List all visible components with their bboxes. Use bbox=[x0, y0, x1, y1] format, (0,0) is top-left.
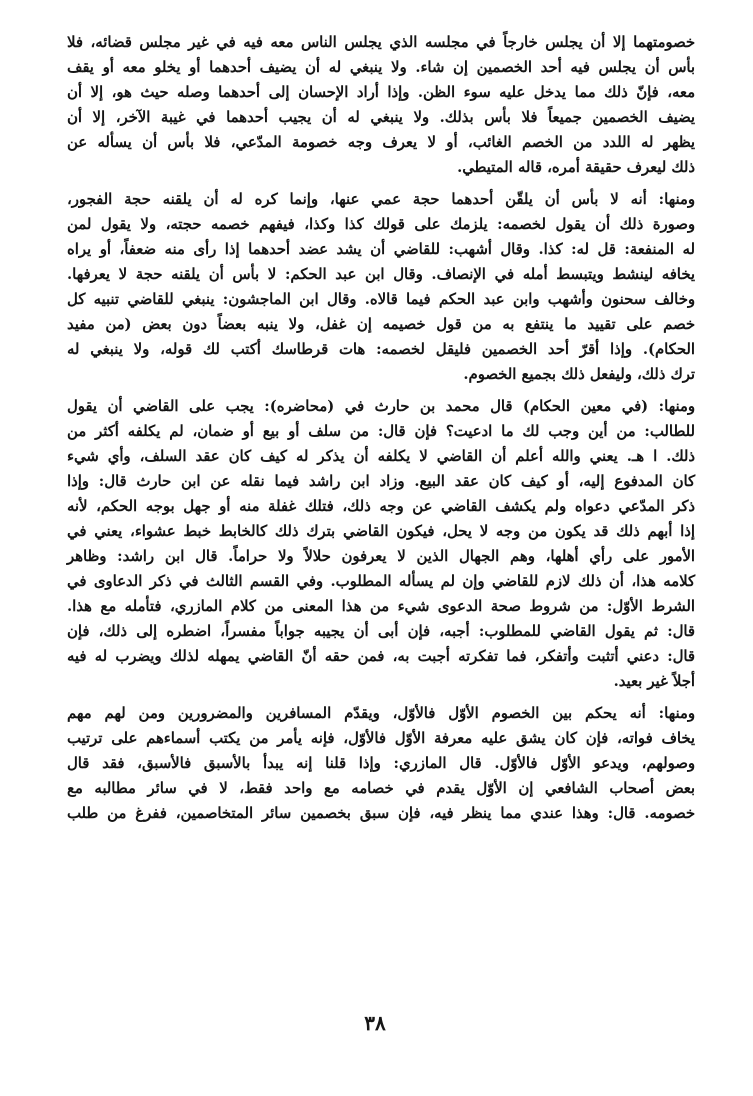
text-line: يخافه لينشط ويتبسط أمله في الإنصاف. وقال ابن عبد الحكم: لا بأس أن يلقنه حجة لا يعرفها. bbox=[67, 266, 695, 283]
text-line: ذلك. ا هـ. يعني والله أعلم أن القاضي لا يكلفه أن يذكر له كيف كان عقد السلف، وأي شيء bbox=[67, 448, 695, 465]
text-line: ذكر المدّعي دعواه ولم يكشف القاضي عن وجه ذلك، فتلك غفلة منه أو جهل بوجه الحكم، لأنه bbox=[67, 498, 695, 515]
text-line: كلامه هذا، أن ذلك لازم للقاضي وإن لم يسأله المطلوب. وفي القسم الثالث في ذكر الدعاوى في bbox=[67, 573, 695, 590]
text-line: خصومتهما إلا أن يجلس خارجاً في مجلسه الذي يجلس الناس معه فيه في غير مجلس قضائه، فلا bbox=[67, 34, 695, 51]
text-line: بأس أن يجلس فيه أحد الخصمين إن شاء. ولا ينبغي له أن يضيف أحدهما أو يخلو معه أو يقف bbox=[67, 59, 695, 76]
text-line: ومنها: أنه يحكم بين الخصوم الأوّل فالأوّل، ويقدّم المسافرين والمضرورين ومن لهم مهم bbox=[67, 705, 695, 722]
text-line: معه، فإنّ ذلك مما يدخل عليه سوء الظن. وإذا أراد الإحسان إلى أحدهما وصله حيث هو، إلا أن bbox=[67, 84, 695, 101]
text-line: خصومه. قال: وهذا عندي مما ينظر فيه، فإن سبق بخصمين سائر المتخاصمين، ففرغ من طلب bbox=[67, 805, 695, 822]
text-line: ومنها: (في معين الحكام) قال محمد بن حارث في (محاضره): يجب على القاضي أن يقول bbox=[67, 398, 695, 415]
text-line: يضيف الخصمين جميعاً فلا بأس بذلك. ولا ينبغي له أن يجيب أحدهما في غيبة الآخر، إلا أن bbox=[67, 109, 695, 126]
text-line: بعض أصحاب الشافعي إن الأوّل يقدم في خصامه مع واحد فقط، لا في سائر مطالبه مع bbox=[67, 780, 695, 797]
text-line: ومنها: أنه لا بأس أن يلقّن أحدهما حجة عمي عنها، وإنما كره له أن يلقنه حجة الفجور، bbox=[67, 191, 695, 208]
text-line: يخاف فواته، فإن كان يشق عليه معرفة الأوّل فالأوّل، فإنه يأمر من يكتب أسماءهم على ترتيب bbox=[67, 730, 695, 747]
text-line: يظهر له اللدد من الخصم الغائب، أو لا يعرف وجه خصومة المدّعي، فلا بأس أن يسأله عن bbox=[67, 134, 695, 151]
text-line: للطالب: من أين وجب لك ما ادعيت؟ فإن قال: من سلف أو بيع أو ضمان، لم يكلفه أكثر من bbox=[67, 423, 695, 440]
text-line: ذلك ليعرف حقيقة أمره، قاله المتيطي. bbox=[457, 159, 695, 176]
text-line: الأمور على رأي أهلها، وهم الجهال الذين لا يعرفون حلالاً ولا حراماً. قال ابن راشد: وظاهر bbox=[67, 548, 695, 565]
text-line: أجلاً غير بعيد. bbox=[613, 673, 695, 690]
text-line: الشرط الأوّل: من شروط صحة الدعوى شيء من هذا المعنى من كلام المازري، فتأمله مع هذا. bbox=[67, 598, 695, 615]
page-number: ٣٨ bbox=[364, 1011, 386, 1035]
text-line: الحكام). وإذا أقرّ أحد الخصمين فليقل لخصمه: هات قرطاسك أكتب لك قوله، ولا ينبغي له bbox=[67, 341, 695, 358]
text-line: ترك ذلك، وليفعل ذلك بجميع الخصوم. bbox=[463, 366, 695, 383]
text-line: وصورة ذلك أن يقول لخصمه: يلزمك على قولك كذا وكذا، فيفهم خصمه حجته، ولا يقول لمن bbox=[67, 216, 695, 233]
text-line: قال: دعني أتثبت وأتفكر، فما تفكرته أجبت به، فمن حقه أنّ القاضي يمهله لذلك ويضرب له فيه bbox=[67, 648, 695, 665]
text-line: وصولهم، ويدعو الأوّل فالأوّل. قال المازري: وإذا قلنا إنه يبدأ بالأسبق فالأسبق، فقد قال bbox=[67, 755, 695, 772]
text-line: له المنفعة: قل له: كذا. وقال أشهب: للقاضي أن يشد عضد أحدهما إذا رأى منه ضعفاً، أو يراه bbox=[67, 241, 695, 258]
text-line: قال: ثم يقول القاضي للمطلوب: أجبه، فإن أبى أن يجيبه جواباً مفسراً، اضطره إلى ذلك، فإن bbox=[67, 623, 695, 640]
text-line: وخالف سحنون وأشهب وابن عبد الحكم فيما قالاه. وقال ابن الماجشون: ينبغي للقاضي تنبيه كل bbox=[67, 291, 695, 308]
text-line: إذا أبهم ذلك قد يكون من وجه لا يحل، فيكون القاضي بترك ذلك كالخابط خبط عشواء، يعني في bbox=[67, 523, 695, 540]
text-line: خصم على تقييد ما ينتفع به من قول خصيمه إن غفل، ولا ينبه بعضاً دون بعض (من مفيد bbox=[67, 316, 695, 333]
text-line: كان المدفوع إليه، أو كيف كان عقد البيع. وزاد ابن راشد فيما نقله عن ابن حارث قال: وإذا bbox=[67, 473, 695, 490]
